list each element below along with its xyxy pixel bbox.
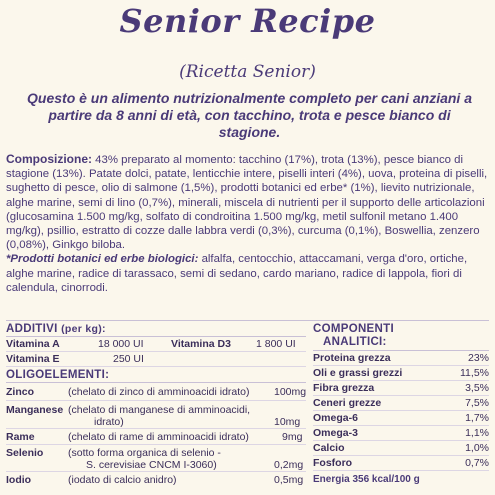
analytic-row: [313, 441, 489, 456]
vitamin-name: Vitamina E: [6, 353, 60, 365]
analytics-title-2: ANALITICI:: [323, 336, 387, 348]
analytics-header: [313, 323, 489, 351]
trace-row: [6, 383, 306, 401]
trace-desc: (chelato di zinco di amminoacidi idrato): [68, 386, 250, 398]
energy-value: Energia 356 kcal/100 g: [313, 474, 420, 485]
trace-name: Rame: [6, 431, 35, 443]
additives-panel: [6, 323, 306, 487]
analytic-value: 3,5%: [465, 382, 489, 394]
additives-title: ADDITIVI: [6, 323, 58, 335]
analytic-value: 11,5%: [460, 367, 489, 379]
analytic-name: Oli e grassi grezzi: [313, 367, 403, 379]
analytic-row: [313, 366, 489, 381]
trace-desc-cont: idrato): [94, 416, 124, 428]
trace-row: [6, 429, 306, 445]
analytic-name: Ceneri grezze: [313, 397, 382, 409]
analytic-row: [313, 426, 489, 441]
trace-name: Manganese: [6, 404, 64, 416]
composition-text: 43% preparato al momento: tacchino (17%), trota (13%), pesce bianco di stagione (13%). Patate dolci, patate, lenticchie intere, piselli interi (4%), uova, proteina di piselli, sughetto di pesce, olio di salmone (1,5%), prodotti botanici ed erbe* (1%), lievito nutrizionale, alghe marine, semi di lino (0,7%), minerali, miscela di nutrienti per il supporto delle articolazioni (glucosamina 1.500 mg/kg, solfato di condroitina 1.500 mg/kg, metil sulfonil metano 1.400 mg/kg), psillio, estratto di cozze dalle labbra verdi (0,3%), curcuma (0,1%), Boswellia, zenzero (0,08%), Ginkgo biloba.: [6, 154, 488, 252]
analytic-name: Fosforo: [313, 457, 353, 469]
analytics-panel: [313, 323, 489, 485]
analytic-value: 1,0%: [465, 442, 489, 454]
trace-value: 9mg: [282, 431, 303, 443]
botanicals-label: *Prodotti botanici ed erbe biologici:: [6, 253, 199, 266]
trace-row: [6, 472, 306, 487]
additives-header: [6, 323, 306, 337]
analytic-row: [313, 396, 489, 411]
trace-desc: (iodato di calcio anidro): [68, 474, 177, 486]
analytic-name: Fibra grezza: [313, 382, 375, 394]
analytic-value: 1,1%: [465, 427, 489, 439]
vitamin-name: Vitamina A: [6, 338, 60, 350]
analytic-value: 7,5%: [465, 397, 489, 409]
recipe-title: Senior Recipe: [119, 2, 376, 40]
trace-value: 10mg: [274, 416, 301, 428]
analytic-row: [313, 381, 489, 396]
composition-label: Composizione:: [6, 152, 92, 166]
trace-desc-cont: S. cerevisiae CNCM I-3060): [86, 459, 217, 471]
analytic-value: 0,7%: [465, 457, 489, 469]
vitamin-value: 18 000 UI: [98, 338, 144, 350]
trace-elements-header: OLIGOELEMENTI:: [6, 369, 306, 383]
vitamin-name: Vitamina D3: [171, 338, 231, 350]
trace-value: 100mg: [274, 386, 307, 398]
vitamin-value: 250 UI: [113, 353, 144, 365]
trace-desc: (sotto forma organica di selenio -: [68, 447, 221, 459]
intro-text: Questo è un alimento nutrizionalmente completo per cani anziani a partire da 8 anni di età, con tacchino, trota e pesce bianco di stagione.: [27, 90, 472, 140]
analytic-name: Proteina grezza: [313, 352, 391, 364]
analytic-row: [313, 351, 489, 366]
vitamin-row: [6, 337, 306, 352]
analytic-row: [313, 456, 489, 471]
trace-row: [6, 445, 306, 472]
analytic-value: 23%: [467, 352, 489, 364]
trace-value: 0,2mg: [274, 459, 304, 471]
composition-block: [6, 152, 489, 295]
analytics-title-1: COMPONENTI: [313, 323, 394, 335]
section-divider: [6, 320, 489, 321]
analytic-name: Omega-6: [313, 412, 358, 424]
analytic-name: Omega-3: [313, 427, 358, 439]
trace-value: 0,5mg: [274, 474, 304, 486]
vitamin-value: 1 800 UI: [256, 338, 296, 350]
trace-name: Iodio: [6, 474, 32, 486]
additives-unit: (per kg):: [61, 323, 106, 335]
trace-desc: (chelato di manganese di amminoacidi,: [68, 404, 251, 416]
vitamin-row: [6, 352, 306, 367]
analytic-value: 1,7%: [465, 412, 489, 424]
analytic-row: [313, 411, 489, 426]
trace-desc: (chelato di rame di amminoacidi idrato): [68, 431, 249, 443]
analytic-name: Calcio: [313, 442, 345, 454]
botanicals-text: alfalfa, centocchio, attaccamani, verga d'oro, ortiche, alghe marine, radice di tarassaco, semi di sedano, cardo mariano, radice di lappola, fiori di calendula, cinorrodi.: [6, 253, 468, 294]
trace-name: Selenio: [6, 447, 44, 459]
trace-row: [6, 401, 306, 429]
recipe-subtitle: (Ricetta Senior): [179, 62, 316, 82]
trace-name: Zinco: [6, 386, 34, 398]
